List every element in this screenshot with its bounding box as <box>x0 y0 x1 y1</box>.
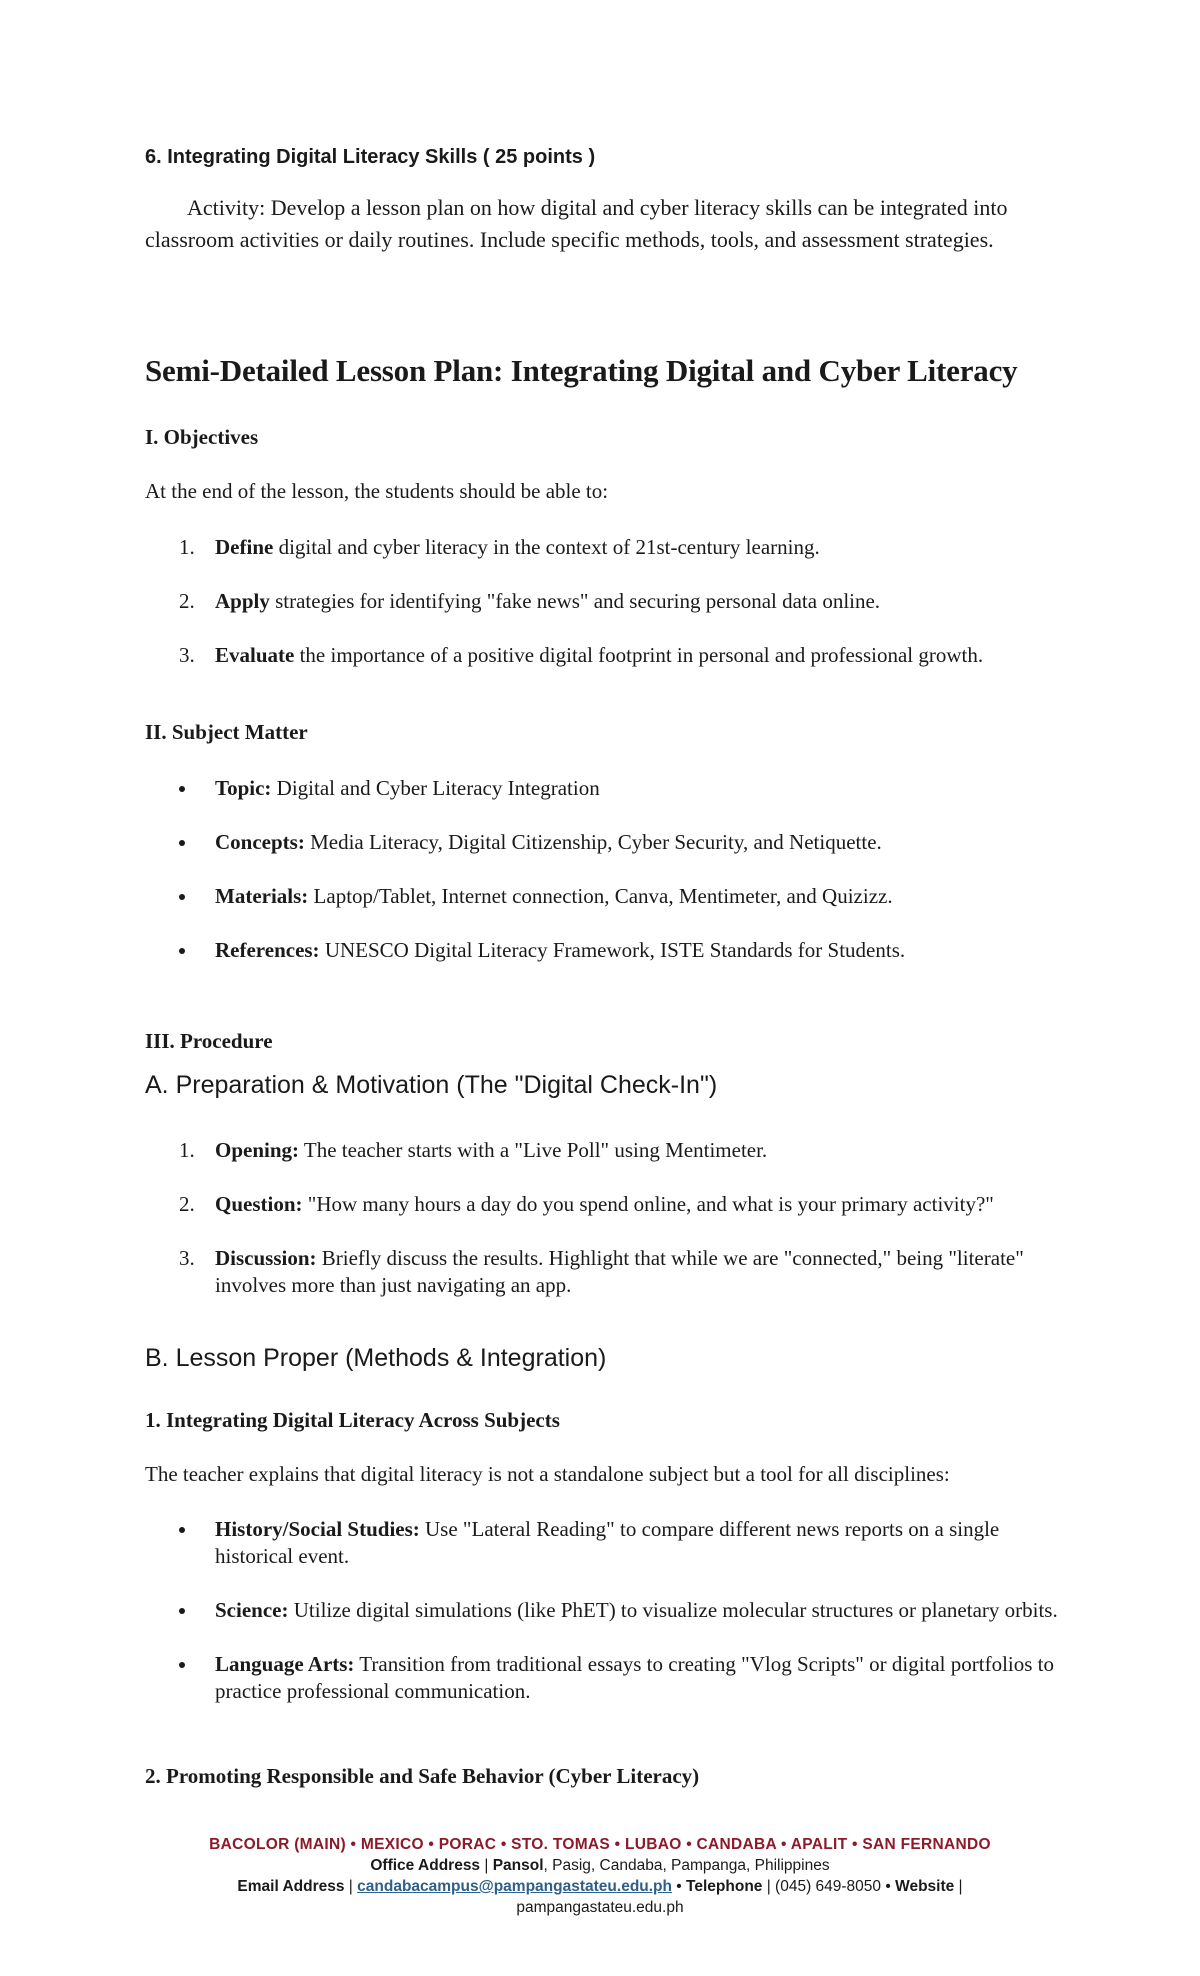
office-rest: , Pasig, Candaba, Pampanga, Philippines <box>543 1857 830 1874</box>
item-label: Materials: <box>215 884 309 908</box>
item-text: Use "Lateral Reading" to compare different news reports on a single historical event. <box>215 1517 1000 1568</box>
part-b-heading: B. Lesson Proper (Methods & Integration) <box>145 1344 607 1372</box>
objectives-list <box>145 534 1065 669</box>
part-a-list <box>145 1137 1065 1299</box>
item-label: Concepts: <box>215 830 305 854</box>
objectives-intro: At the end of the lesson, the students should be able to: <box>145 479 609 503</box>
footer-address <box>0 1857 1200 1875</box>
item-label: Discussion: <box>215 1246 317 1270</box>
list-number: 2. <box>179 589 195 613</box>
footer-contact <box>0 1878 1200 1896</box>
office-place: Pansol <box>492 1857 544 1874</box>
sub1-heading: 1. Integrating Digital Literacy Across Subjects <box>145 1408 560 1432</box>
task-heading: 6. Integrating Digital Literacy Skills ( 25 points ) <box>145 146 596 168</box>
task-activity: Activity: Develop a lesson plan on how digital and cyber literacy skills can be integrated into classroom activities or daily routines. Include specific methods, tools, and assessment strategies. <box>145 195 1008 252</box>
subject-matter-list <box>145 775 1065 964</box>
website-label: Website <box>895 1878 955 1895</box>
item-text: Utilize digital simulations (like PhET) to visualize molecular structures or planetary orbits. <box>288 1598 1058 1622</box>
phone-label: Telephone <box>686 1878 763 1895</box>
lesson-title: Semi-Detailed Lesson Plan: Integrating Digital and Cyber Literacy <box>145 353 1018 388</box>
list-item <box>145 1597 1065 1624</box>
bullet-icon <box>179 1608 185 1614</box>
objectives-heading: I. Objectives <box>145 425 259 449</box>
list-item <box>145 775 1065 802</box>
objective-verb: Evaluate <box>215 643 295 667</box>
item-text: Media Literacy, Digital Citizenship, Cyber Security, and Netiquette. <box>304 830 882 854</box>
item-label: Science: <box>215 1598 289 1622</box>
objective-text: the importance of a positive digital footprint in personal and professional growth. <box>294 643 984 667</box>
item-text: The teacher starts with a "Live Poll" using Mentimeter. <box>299 1138 768 1162</box>
item-text: UNESCO Digital Literacy Framework, ISTE Standards for Students. <box>319 938 906 962</box>
item-label: References: <box>215 938 320 962</box>
objective-text: strategies for identifying "fake news" and securing personal data online. <box>269 589 881 613</box>
list-item <box>145 937 1065 964</box>
list-number: 3. <box>179 1246 195 1270</box>
list-number: 1. <box>179 1138 195 1162</box>
item-label: History/Social Studies: <box>215 1517 420 1541</box>
item-label: Opening: <box>215 1138 300 1162</box>
separator: • <box>672 1878 687 1895</box>
list-item <box>145 1516 1065 1570</box>
separator: | <box>762 1878 776 1895</box>
separator: | <box>344 1878 358 1895</box>
footer-website: pampangastateu.edu.ph <box>516 1899 684 1916</box>
footer-campuses: BACOLOR (MAIN) • MEXICO • PORAC • STO. TOMAS • LUBAO • CANDABA • APALIT • SAN FERNANDO <box>209 1836 991 1853</box>
sub2-heading: 2. Promoting Responsible and Safe Behavior (Cyber Literacy) <box>145 1764 700 1788</box>
objective-verb: Define <box>215 535 274 559</box>
item-label: Language Arts: <box>215 1652 355 1676</box>
list-item <box>145 1191 1065 1218</box>
bullet-icon <box>179 840 185 846</box>
separator: • <box>881 1878 896 1895</box>
subject-matter-heading: II. Subject Matter <box>145 720 308 744</box>
bullet-icon <box>179 1662 185 1668</box>
list-number: 3. <box>179 643 195 667</box>
item-text: "How many hours a day do you spend online, and what is your primary activity?" <box>302 1192 994 1216</box>
office-label: Office Address <box>370 1857 481 1874</box>
item-label: Question: <box>215 1192 303 1216</box>
item-text: Briefly discuss the results. Highlight that while we are "connected," being "literate" involves more than just navigating an app. <box>215 1246 1024 1297</box>
item-label: Topic: <box>215 776 272 800</box>
item-text: Transition from traditional essays to creating "Vlog Scripts" or digital portfolios to practice professional communication. <box>215 1652 1055 1703</box>
separator: | <box>480 1857 493 1874</box>
item-text: Digital and Cyber Literacy Integration <box>271 776 600 800</box>
bullet-icon <box>179 786 185 792</box>
bullet-icon <box>179 1527 185 1533</box>
email-link[interactable]: candabacampus@pampangastateu.edu.ph <box>357 1878 672 1895</box>
list-item <box>145 1245 1065 1299</box>
list-item <box>145 534 1065 561</box>
email-label: Email Address <box>237 1878 345 1895</box>
list-item <box>145 1651 1065 1705</box>
item-text: Laptop/Tablet, Internet connection, Canva, Mentimeter, and Quizizz. <box>308 884 893 908</box>
list-number: 2. <box>179 1192 195 1216</box>
bullet-icon <box>179 894 185 900</box>
list-number: 1. <box>179 535 195 559</box>
list-item <box>145 588 1065 615</box>
phone-number: (045) 649-8050 <box>775 1878 882 1895</box>
objective-text: digital and cyber literacy in the context of 21st-century learning. <box>273 535 820 559</box>
list-item <box>145 829 1065 856</box>
part-a-heading: A. Preparation & Motivation (The "Digital Check-In") <box>145 1071 718 1099</box>
list-item <box>145 1137 1065 1164</box>
objective-verb: Apply <box>215 589 270 613</box>
separator: | <box>954 1878 963 1895</box>
sub1-list <box>145 1516 1065 1705</box>
list-item <box>145 642 1065 669</box>
list-item <box>145 883 1065 910</box>
procedure-heading: III. Procedure <box>145 1029 273 1053</box>
sub1-intro: The teacher explains that digital literacy is not a standalone subject but a tool for all disciplines: <box>145 1462 950 1486</box>
bullet-icon <box>179 948 185 954</box>
